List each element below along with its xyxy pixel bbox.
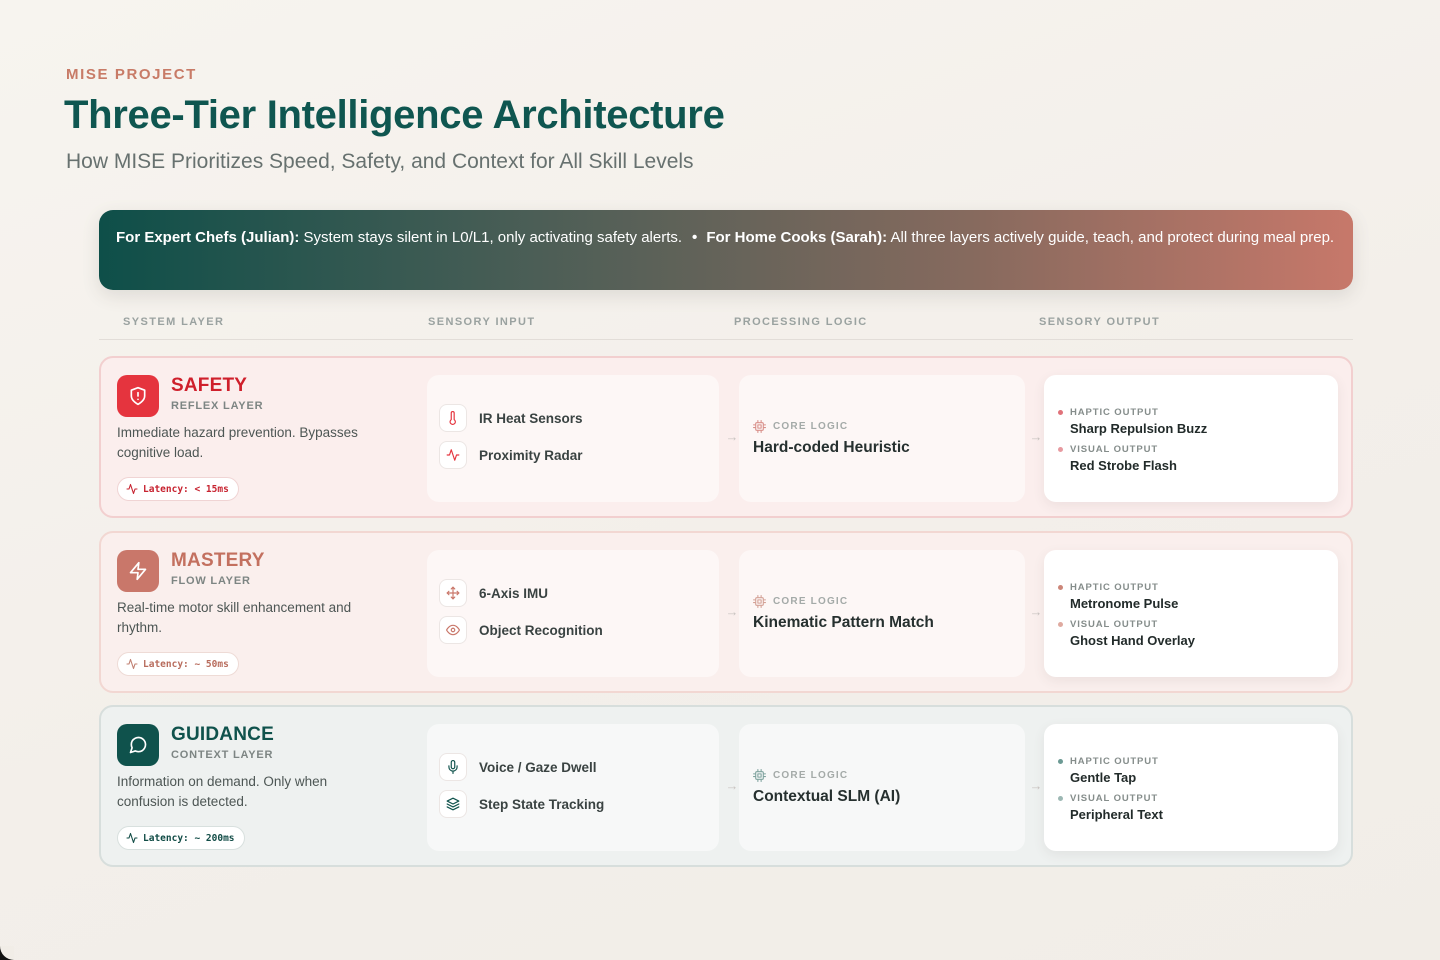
column-headers (99, 316, 1353, 340)
layer-name: SAFETY (171, 375, 248, 396)
project-eyebrow: MISE PROJECT (66, 66, 197, 83)
cpu-icon (753, 595, 766, 608)
input-item (439, 404, 583, 432)
input-label: IR Heat Sensors (479, 410, 583, 426)
layer-subtitle: REFLEX LAYER (171, 400, 264, 412)
bullet-dot (1058, 585, 1063, 590)
banner-separator: • (692, 229, 698, 246)
layer-name: GUIDANCE (171, 724, 274, 745)
input-label: Proximity Radar (479, 447, 583, 463)
input-item (439, 616, 603, 644)
output-value: Red Strobe Flash (1070, 458, 1177, 473)
output-tag: HAPTIC OUTPUT (1070, 406, 1159, 418)
haptic-output (1058, 406, 1207, 436)
layer-description: Immediate hazard prevention. Bypasses cognitive load. (117, 425, 358, 460)
persona-banner (99, 210, 1353, 290)
core-logic-value: Kinematic Pattern Match (753, 614, 934, 631)
latency-text: Latency: ~ 50ms (143, 658, 229, 670)
visual-output (1058, 443, 1177, 473)
latency-text: Latency: < 15ms (143, 483, 229, 495)
activity-icon (126, 483, 138, 495)
eye-icon (439, 616, 467, 644)
sensory-output-card (1044, 724, 1338, 851)
cpu-icon (753, 769, 766, 782)
arrow-right-icon: → (725, 604, 739, 619)
page-subtitle: How MISE Prioritizes Speed, Safety, and Context for All Skill Levels (66, 150, 694, 173)
bullet-dot (1058, 796, 1063, 801)
page-title: Three-Tier Intelligence Architecture (64, 93, 725, 137)
home-label: For Home Cooks (Sarah): (706, 229, 888, 246)
layer-description: Real-time motor skill enhancement and rhythm. (117, 600, 352, 635)
arrow-right-icon: → (1029, 429, 1043, 444)
shield-alert-icon (117, 375, 159, 417)
output-value: Metronome Pulse (1070, 596, 1179, 611)
input-label: Voice / Gaze Dwell (479, 759, 597, 775)
bullet-dot (1058, 410, 1063, 415)
column-header-sensory-input: SENSORY INPUT (428, 316, 536, 328)
arrow-right-icon: → (1029, 778, 1043, 793)
microphone-icon (439, 753, 467, 781)
core-logic-value: Hard-coded Heuristic (753, 439, 910, 456)
arrow-right-icon: → (725, 429, 739, 444)
latency-badge (117, 477, 239, 501)
sensory-input-card (427, 724, 719, 851)
activity-icon (126, 658, 138, 670)
layer-row-mastery (99, 531, 1353, 693)
layer-subtitle: FLOW LAYER (171, 575, 251, 587)
visual-output (1058, 618, 1195, 648)
bullet-dot (1058, 759, 1063, 764)
haptic-output (1058, 581, 1178, 611)
zap-icon (117, 550, 159, 592)
column-header-sensory-output: SENSORY OUTPUT (1039, 316, 1161, 328)
input-item (439, 441, 583, 469)
thermometer-icon (439, 404, 467, 432)
input-label: 6-Axis IMU (479, 585, 549, 601)
output-value: Sharp Repulsion Buzz (1070, 421, 1208, 436)
sensory-output-card (1044, 375, 1338, 502)
bullet-dot (1058, 622, 1063, 627)
home-text: All three layers actively guide, teach, and protect during meal prep. (890, 229, 1335, 246)
output-tag: VISUAL OUTPUT (1070, 443, 1159, 455)
move-icon (439, 579, 467, 607)
expert-text: System stays silent in L0/L1, only activating safety alerts. (303, 229, 683, 246)
output-tag: VISUAL OUTPUT (1070, 792, 1159, 804)
processing-logic-card (739, 375, 1025, 502)
core-logic-tag (753, 595, 848, 608)
processing-logic-card (739, 550, 1025, 677)
latency-badge (117, 652, 239, 676)
layers-icon (439, 790, 467, 818)
activity-icon (126, 832, 138, 844)
layer-description: Information on demand. Only when confusion is detected. (117, 774, 328, 809)
layer-subtitle: CONTEXT LAYER (171, 749, 274, 761)
core-logic-label: CORE LOGIC (773, 421, 849, 432)
arrow-right-icon: → (1029, 604, 1043, 619)
output-tag: HAPTIC OUTPUT (1070, 755, 1159, 767)
column-header-processing-logic: PROCESSING LOGIC (734, 316, 868, 328)
core-logic-label: CORE LOGIC (773, 770, 849, 781)
output-value: Ghost Hand Overlay (1070, 633, 1195, 648)
processing-logic-card (739, 724, 1025, 851)
sensory-input-card (427, 375, 719, 502)
input-item (439, 790, 604, 818)
bullet-dot (1058, 447, 1063, 452)
core-logic-value: Contextual SLM (AI) (753, 788, 901, 805)
latency-badge (117, 826, 245, 850)
output-value: Gentle Tap (1070, 770, 1137, 785)
core-logic-label: CORE LOGIC (773, 596, 849, 607)
sensory-output-card (1044, 550, 1338, 677)
input-item (439, 753, 597, 781)
output-tag: HAPTIC OUTPUT (1070, 581, 1159, 593)
input-label: Object Recognition (479, 622, 603, 638)
output-tag: VISUAL OUTPUT (1070, 618, 1159, 630)
core-logic-tag (753, 769, 848, 782)
input-label: Step State Tracking (479, 796, 605, 812)
visual-output (1058, 792, 1163, 822)
latency-text: Latency: ~ 200ms (143, 832, 235, 844)
layer-row-guidance (99, 705, 1353, 867)
expert-label: For Expert Chefs (Julian): (116, 229, 300, 246)
message-circle-icon (117, 724, 159, 766)
arrow-right-icon: → (725, 778, 739, 793)
core-logic-tag (753, 420, 848, 433)
sensory-input-card (427, 550, 719, 677)
haptic-output (1058, 755, 1159, 785)
activity-icon (439, 441, 467, 469)
column-header-system-layer: SYSTEM LAYER (123, 316, 225, 328)
input-item (439, 579, 548, 607)
output-value: Peripheral Text (1070, 807, 1163, 822)
layer-name: MASTERY (171, 550, 265, 571)
layer-row-safety (99, 356, 1353, 518)
cpu-icon (753, 420, 766, 433)
